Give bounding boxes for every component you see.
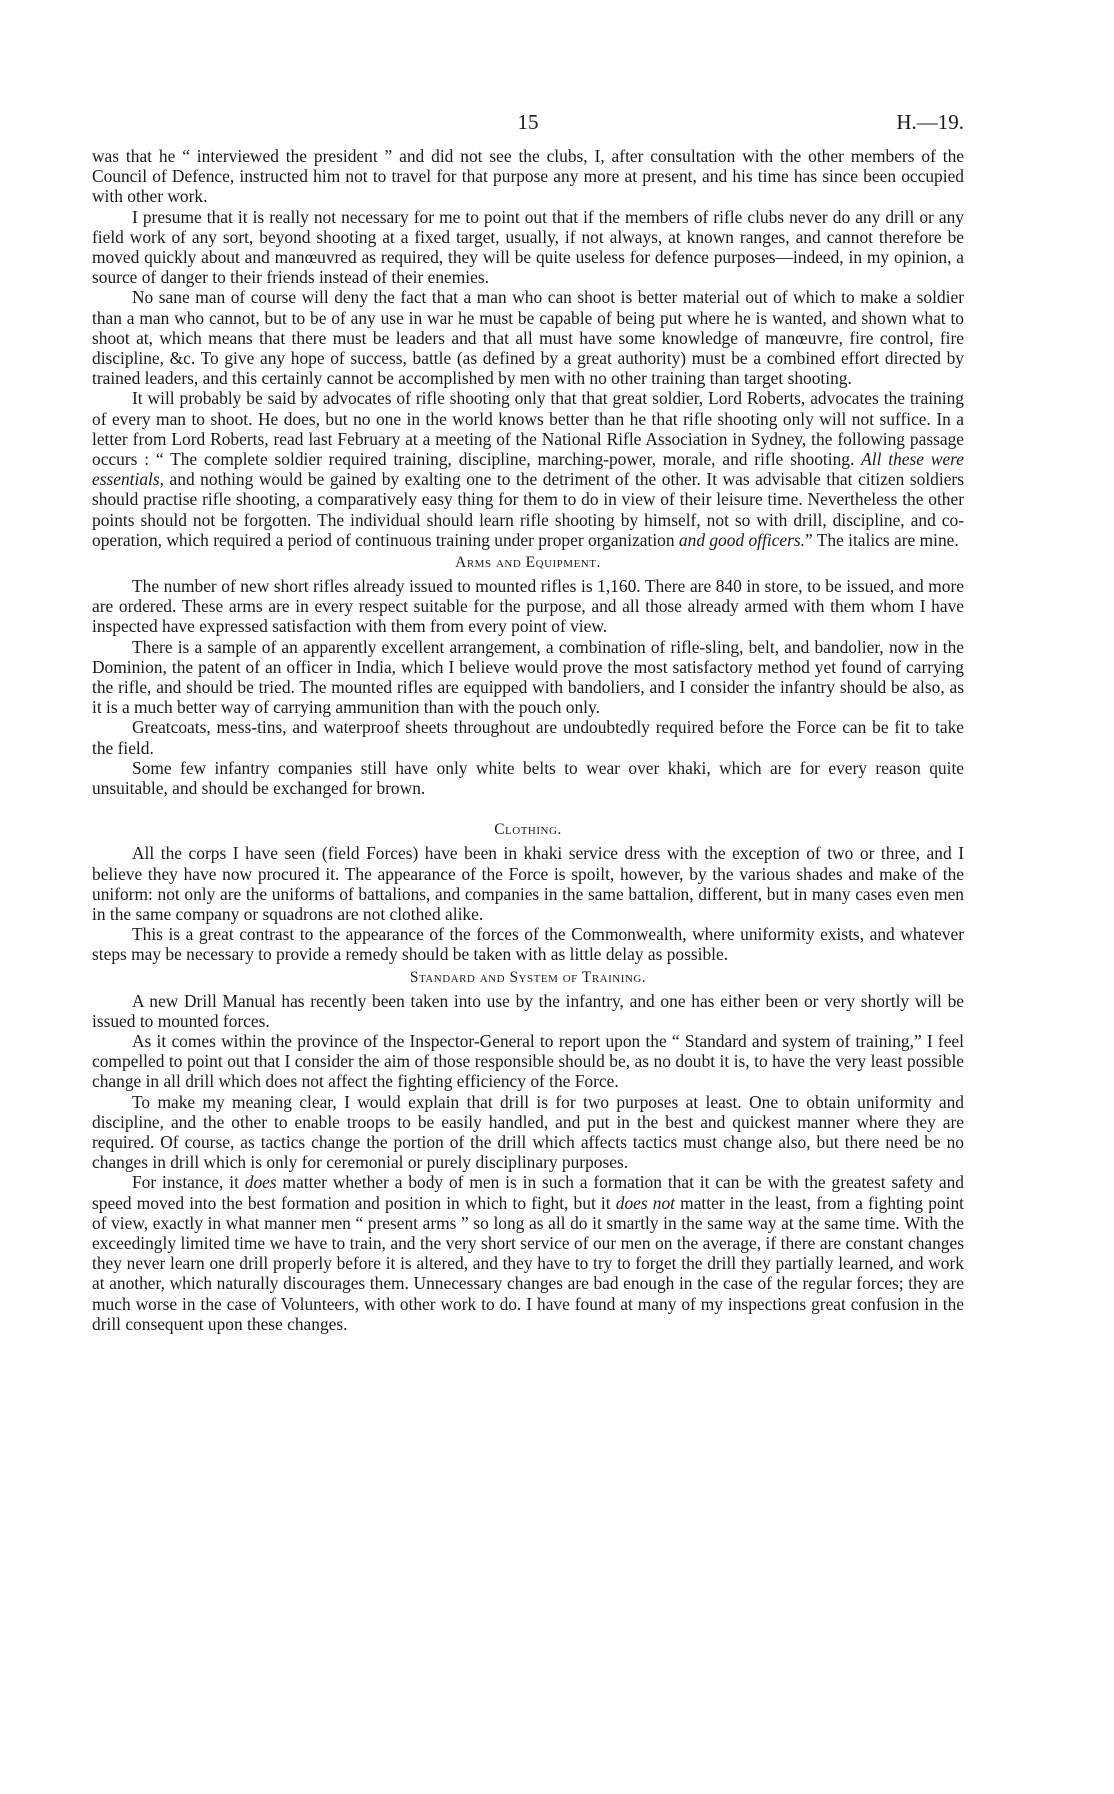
section-heading-training: Standard and System of Training. xyxy=(409,968,647,986)
paragraph: This is a great contrast to the appearance of the forces of the Commonwealth, where uniformity exists, and whatever steps may be necessary to provide a remedy should be taken with as little delay as possible. xyxy=(92,924,964,965)
section-heading-arms: Arms and Equipment. xyxy=(455,554,601,572)
text-run: matter in the least, from a fighting point of view, exactly in what manner men “ present arms ” so long as all do it smartly in the same way at the same time. With the exceedingly limited time we have to train, and the very short service of our men on the average, if there are constant changes they never learn one drill properly before it is altered, and they have to try to forget the drill they partially learned, and work at another, which naturally discourages them. Unnecessary changes are bad enough in the case of the regular forces; they are much worse in the case of Volunteers, with other work to do. I have found at many of my inspections great confusion in the drill consequent upon these changes. xyxy=(92,1192,965,1334)
paragraph: I presume that it is really not necessary for me to point out that if the members of rifle clubs never do any drill or any field work of any sort, beyond shooting at a fixed target, usually, if not always, at known ranges, and cannot therefore be moved quickly about and manœuvred as required, they will be quite useless for defence purposes—indeed, in my opinion, a source of danger to their friends instead of their enemies. xyxy=(92,206,964,288)
text-run: It will probably be said by advocates of rifle shooting only that that great soldier, Lord Roberts, advocates the training of every man to shoot. He does, but no one in the world knows better than he that rifle shooting only will not suffice. In a letter from Lord Roberts, read last February at a meeting of the National Rifle Association in Sydney, the following passage occurs : “ The complete soldier required training, discipline, marching-power, morale, and rifle shooting. xyxy=(92,388,964,470)
paragraph: The number of new short rifles already issued to mounted rifles is 1,160. There are 840 in store, to be issued, and more are ordered. These arms are in every respect suitable for the purpose, and all those already armed with them whom I have inspected have expressed satisfaction with them from every point of view. xyxy=(92,576,964,637)
paragraph-lord-roberts-quote xyxy=(92,388,964,550)
italic-text: does xyxy=(244,1172,277,1193)
paragraph: was that he “ interviewed the president ” and did not see the clubs, I, after consultation with the other members of the Council of Defence, instructed him not to travel for that purpose any more at present, and his time has since been occupied with other work. xyxy=(92,146,964,207)
paragraph: No sane man of course will deny the fact that a man who can shoot is better material out of which to make a soldier than a man who cannot, but to be of any use in war he must be capable of being put where he is wanted, and shown what to shoot at, which means that there must be leaders and that all must have some knowledge of manœuvre, fire control, fire discipline, &c. To give any hope of success, battle (as defined by a great authority) must be a combined effort directed by trained leaders, and this certainly cannot be accomplished by men with no other training than target shooting. xyxy=(92,287,964,389)
paragraph-for-instance xyxy=(92,1172,964,1334)
paragraph: Some few infantry companies still have only white belts to wear over khaki, which are for every reason quite unsuitable, and should be exchanged for brown. xyxy=(92,757,964,799)
body-text xyxy=(92,146,964,1334)
paragraph: To make my meaning clear, I would explain that drill is for two purposes at least. One to obtain uniformity and discipline, and the other to enable troops to be easily handled, and put in the best and quickest manner where they are required. Of course, as tactics change the portion of the drill which affects tactics must change also, but there need be no changes in drill which is only for ceremonial or purely disciplinary purposes. xyxy=(92,1091,964,1173)
italic-text: and good officers. xyxy=(678,529,805,550)
text-run: For instance, it xyxy=(132,1172,245,1193)
page-number: 15 xyxy=(517,110,539,134)
section-heading-clothing: Clothing. xyxy=(494,821,562,839)
text-run: ” The italics are mine. xyxy=(805,529,959,550)
text-run: and nothing would be gained by exalting one to the detriment of the other. It was advisable that citizen soldiers should practise rifle shooting, a comparatively easy thing for them to do in view of their leisure time. Nevertheless the other points should not be forgotten. The individual should learn rifle shooting by himself, not so with drill, discipline, and co-operation, which required a period of continuous training under proper organization xyxy=(92,469,964,550)
paragraph: There is a sample of an apparently excellent arrangement, a combination of rifle-sling, belt, and bandolier, now in the Dominion, the patent of an officer in India, which I believe would prove the most satisfactory method yet found of carrying the rifle, and should be tried. The mounted rifles are equipped with bandoliers, and I consider the infantry should be also, as it is a much better way of carrying ammunition than with the pouch only. xyxy=(92,636,964,718)
italic-text: All these were essentials, xyxy=(92,449,964,490)
page-header xyxy=(92,110,964,146)
italic-text: does not xyxy=(615,1192,676,1213)
paragraph: A new Drill Manual has recently been taken into use by the infantry, and one has either been or very shortly will be issued to mounted forces. xyxy=(92,990,964,1031)
text-run: matter whether a body of men is in such a formation that it can be with the greatest safety and speed moved into the best formation and position in which to fight, but it xyxy=(92,1172,964,1213)
paragraph: As it comes within the province of the Inspector-General to report upon the “ Standard and system of training,” I feel compelled to point out that I consider the aim of those responsible should be, as no doubt it is, to have the very least possible change in all drill which does not affect the fighting efficiency of the Force. xyxy=(92,1030,964,1092)
document-page xyxy=(92,110,964,1334)
document-reference: H.—19. xyxy=(896,110,964,134)
paragraph: All the corps I have seen (field Forces) have been in khaki service dress with the exception of two or three, and I believe they have now procured it. The appearance of the Force is spoilt, however, by the various shades and make of the uniform: not only are the uniforms of battalions, and companies in the same battalion, different, but in many cases even men in the same company or squadrons are not clothed alike. xyxy=(92,843,964,924)
paragraph: Greatcoats, mess-tins, and waterproof sheets throughout are undoubtedly required before the Force can be fit to take the field. xyxy=(92,717,964,758)
